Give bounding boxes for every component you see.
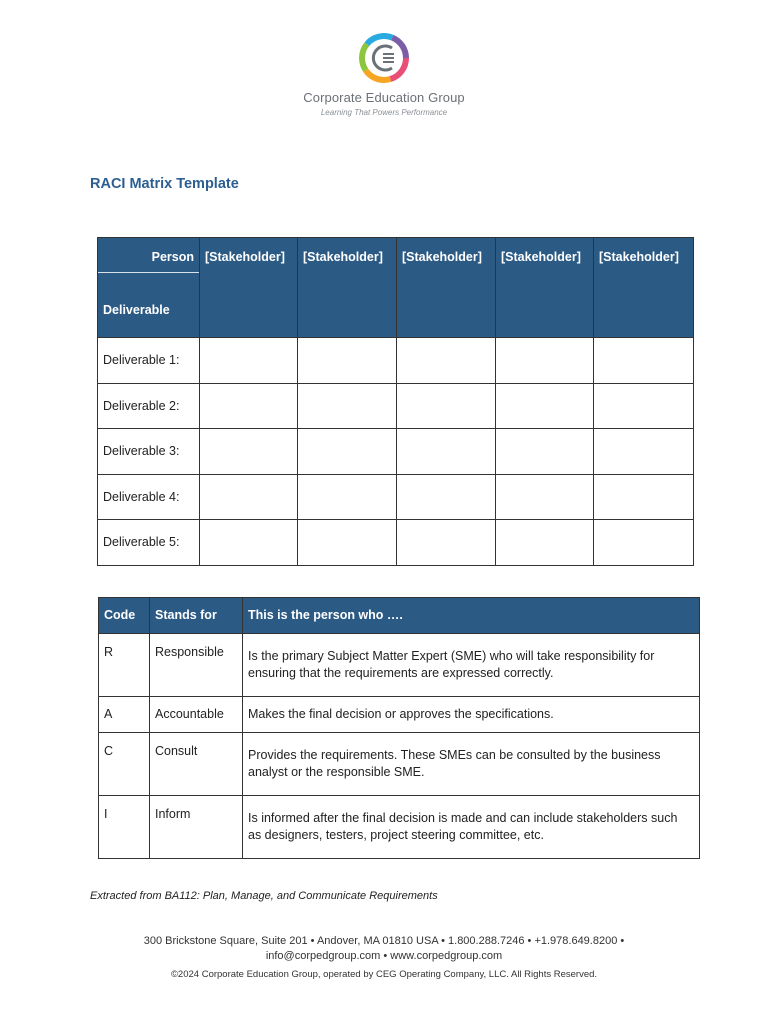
stakeholder-header[interactable]: [Stakeholder]	[496, 238, 594, 338]
corner-person-label: Person	[151, 250, 194, 264]
raci-cell[interactable]	[200, 474, 298, 520]
logo-company-name: Corporate Education Group	[303, 90, 465, 105]
raci-cell[interactable]	[200, 383, 298, 429]
raci-cell[interactable]	[594, 429, 694, 475]
table-row	[98, 429, 694, 475]
matrix-header-row	[98, 238, 694, 338]
raci-cell[interactable]	[594, 474, 694, 520]
legend-code: C	[99, 733, 150, 796]
raci-cell[interactable]	[298, 383, 397, 429]
legend-description: Makes the final decision or approves the specifications.	[243, 697, 700, 733]
raci-cell[interactable]	[594, 383, 694, 429]
raci-cell[interactable]	[200, 338, 298, 384]
raci-cell[interactable]	[496, 429, 594, 475]
legend-code: A	[99, 697, 150, 733]
raci-cell[interactable]	[496, 474, 594, 520]
footer-contact[interactable]: info@corpedgroup.com • www.corpedgroup.com	[265, 950, 503, 962]
table-row	[99, 697, 700, 733]
table-row	[99, 796, 700, 859]
corner-divider	[98, 272, 199, 273]
legend-stands-for: Responsible	[150, 634, 243, 697]
raci-cell[interactable]	[298, 474, 397, 520]
raci-cell[interactable]	[397, 338, 496, 384]
footer-copyright: ©2024 Corporate Education Group, operated by CEG Operating Company, LLC. All Rights Reserved.	[170, 969, 598, 980]
raci-cell[interactable]	[200, 429, 298, 475]
raci-cell[interactable]	[496, 338, 594, 384]
source-note: Extracted from BA112: Plan, Manage, and Communicate Requirements	[90, 890, 438, 902]
corner-deliverable-label: Deliverable	[103, 303, 170, 317]
table-row	[98, 474, 694, 520]
raci-matrix-table	[97, 237, 694, 566]
stakeholder-header[interactable]: [Stakeholder]	[594, 238, 694, 338]
legend-description: Provides the requirements. These SMEs can be consulted by the business analyst or the responsible SME.	[243, 733, 700, 796]
legend-header-row	[99, 598, 700, 634]
legend-stands-for: Accountable	[150, 697, 243, 733]
raci-cell[interactable]	[496, 520, 594, 566]
raci-cell[interactable]	[594, 520, 694, 566]
deliverable-label[interactable]: Deliverable 4:	[98, 474, 200, 520]
table-row	[98, 338, 694, 384]
raci-cell[interactable]	[496, 383, 594, 429]
legend-code: R	[99, 634, 150, 697]
table-row	[99, 733, 700, 796]
logo-tagline: Learning That Powers Performance	[320, 108, 448, 117]
stakeholder-header[interactable]: [Stakeholder]	[397, 238, 496, 338]
legend-header-code: Code	[99, 598, 150, 634]
raci-cell[interactable]	[298, 429, 397, 475]
legend-description: Is the primary Subject Matter Expert (SME) who will take responsibility for ensuring that the requirements are expressed correctly.	[243, 634, 700, 697]
raci-cell[interactable]	[298, 338, 397, 384]
raci-cell[interactable]	[594, 338, 694, 384]
raci-cell[interactable]	[397, 474, 496, 520]
company-logo	[0, 30, 768, 117]
table-row	[99, 634, 700, 697]
raci-cell[interactable]	[397, 429, 496, 475]
document-title: RACI Matrix Template	[90, 176, 239, 192]
table-row	[98, 383, 694, 429]
legend-description: Is informed after the final decision is made and can include stakeholders such as designers, testers, project steering committee, etc.	[243, 796, 700, 859]
raci-cell[interactable]	[397, 520, 496, 566]
legend-stands-for: Inform	[150, 796, 243, 859]
table-row	[98, 520, 694, 566]
deliverable-label[interactable]: Deliverable 2:	[98, 383, 200, 429]
stakeholder-header[interactable]: [Stakeholder]	[298, 238, 397, 338]
deliverable-label[interactable]: Deliverable 1:	[98, 338, 200, 384]
deliverable-label[interactable]: Deliverable 5:	[98, 520, 200, 566]
raci-cell[interactable]	[298, 520, 397, 566]
ceg-logo-icon	[356, 30, 412, 86]
raci-cell[interactable]	[200, 520, 298, 566]
legend-stands-for: Consult	[150, 733, 243, 796]
deliverable-label[interactable]: Deliverable 3:	[98, 429, 200, 475]
legend-header-stands-for: Stands for	[150, 598, 243, 634]
legend-header-description: This is the person who ….	[243, 598, 700, 634]
footer-address: 300 Brickstone Square, Suite 201 • Andover, MA 01810 USA • 1.800.288.7246 • +1.978.649.8200 •	[143, 935, 625, 947]
matrix-corner-cell	[98, 238, 200, 338]
raci-cell[interactable]	[397, 383, 496, 429]
raci-legend-table	[98, 597, 700, 859]
legend-code: I	[99, 796, 150, 859]
stakeholder-header[interactable]: [Stakeholder]	[200, 238, 298, 338]
